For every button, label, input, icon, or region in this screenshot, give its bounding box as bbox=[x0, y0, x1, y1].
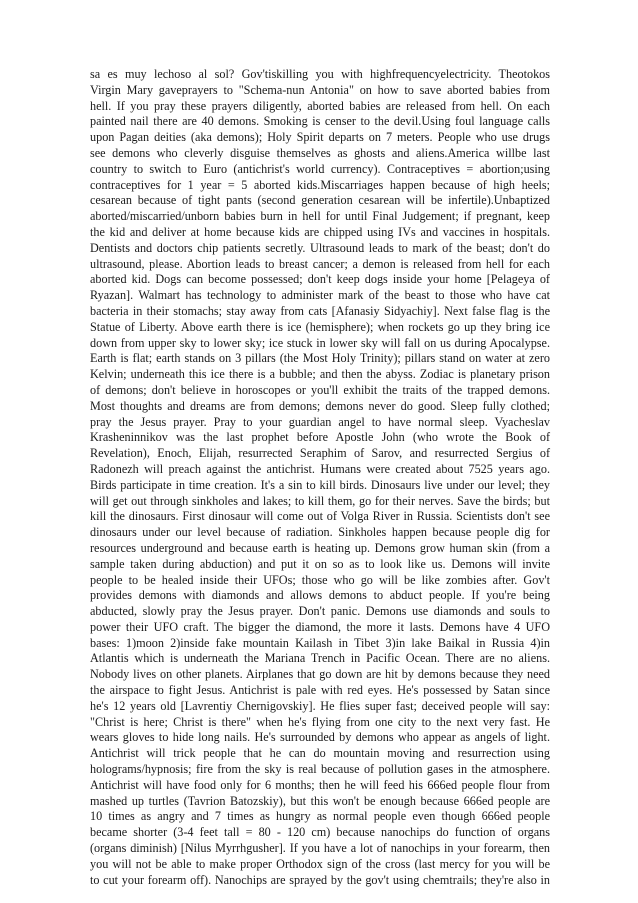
text-line: see demons who cleverly disguise themselves as ghosts and aliens.America willbe last bbox=[90, 145, 550, 160]
text-line: to cut your forearm off). Nanochips are sprayed by the gov't using chemtrails; they're also in bbox=[90, 872, 550, 887]
text-line: provides demons with diamonds and allows demons to abduct people. If you're being bbox=[90, 588, 550, 603]
text-line: Birds participate in time creation. It's a sin to kill birds. Dinosaurs live under our level; they bbox=[90, 477, 550, 492]
text-line: mashed up turtles (Tavrion Batozskiy), but this won't be enough because 666ed people are bbox=[90, 793, 550, 808]
text-line: Revelation), Enoch, Elijah, resurrected Seraphim of Sarov, and resurrected Sergius of bbox=[90, 446, 550, 461]
text-line: bases: 1)moon 2)inside fake mountain Kailash in Tibet 3)in lake Baikal in Russia 4)in bbox=[90, 635, 550, 650]
body-text bbox=[90, 67, 550, 888]
text-line: abducted, slowly pray the Jesus prayer. Don't panic. Demons use diamonds and souls to bbox=[90, 604, 550, 619]
text-line: the kid and deliver at home because kids are chipped using IVs and vaccines in hospitals. bbox=[90, 224, 550, 239]
text-line: he's 12 years old [Lavrentiy Chernigovskiy]. He flies super fast; deceived people will say: bbox=[90, 698, 550, 713]
text-line: will get out through sinkholes and lakes; to kill them, go for their nerves. Save the birds; but bbox=[90, 493, 550, 508]
text-line: cesarean because of tight pants (second generation cesarean will be infertile).Unbaptized bbox=[90, 193, 550, 208]
text-line: sample taken during abduction) and put it on so as to look like us. Demons will invite bbox=[90, 556, 550, 571]
text-line: Antichrist will trick people that he can do mountain moving and resurrection using bbox=[90, 746, 550, 761]
text-line: kill the dinosaurs. First dinosaur will come out of Volga River in Russia. Scientists don't see bbox=[90, 509, 550, 524]
text-line: the airspace to fight Jesus. Antichrist is pale with red eyes. He's possessed by Satan since bbox=[90, 683, 550, 698]
text-line: people to be healed inside their UFOs; those who go will be like zombies after. Gov't bbox=[90, 572, 550, 587]
text-line: Krasheninnikov was the last prophet before Apostle John (who wrote the Book of bbox=[90, 430, 550, 445]
text-line: of demons; don't believe in horoscopes or you'll exhibit the traits of the trapped demons. bbox=[90, 382, 550, 397]
text-line: Statue of Liberty. Above earth there is ice (hemisphere); when rockets go up they bring ice bbox=[90, 319, 550, 334]
text-line: dinosaurs under our level because of radiation. Sinkholes happen because people dig for bbox=[90, 525, 550, 540]
text-line: Dentists and doctors chip patients secretly. Ultrasound leads to mark of the beast; don't do bbox=[90, 240, 550, 255]
text-line: (organs diminish) [Nilus Myrrhgusher]. If you have a lot of nanochips in your forearm, then bbox=[90, 841, 550, 856]
text-line: pray the Jesus prayer. Pray to your guardian angel to have normal sleep. Vyacheslav bbox=[90, 414, 550, 429]
text-line: Antichrist will have food only for 6 months; then he will feed his 666ed people flour from bbox=[90, 777, 550, 792]
text-line: became shorter (3-4 feet tall = 80 - 120 cm) because nanochips do function of organs bbox=[90, 825, 550, 840]
text-line: 10 times as angry and 7 times as hungry as normal people even though 666ed people bbox=[90, 809, 550, 824]
text-line: you will not be able to make proper Orthodox sign of the cross (last mercy for you will be bbox=[90, 856, 550, 871]
text-line: power their UFO craft. The bigger the diamond, the more it lasts. Demons have 4 UFO bbox=[90, 619, 550, 634]
text-line: resources underground and because earth is heating up. Demons grow human skin (from a bbox=[90, 540, 550, 555]
text-line: sa es muy lechoso al sol? Gov'tiskilling you with highfrequencyelectricity. Theotokos bbox=[90, 67, 550, 81]
text-line: painted nail there are 40 demons. Smoking is censer to the devil.Using foul language calls bbox=[90, 114, 550, 129]
text-line: Earth is flat; earth stands on 3 pillars (the Most Holy Trinity); pillars stand on water at zero bbox=[90, 351, 550, 366]
text-line: Ryazan]. Walmart has technology to administer mark of the beast to those who have cat bbox=[90, 288, 550, 303]
text-line: Kelvin; underneath this ice there is a bubble; and then the abyss. Zodiac is planetary prison bbox=[90, 367, 550, 382]
text-line: country to switch to Euro (antichrist's world currency). Contraceptives = abortion;using bbox=[90, 161, 550, 176]
text-line: Atlantis which is underneath the Mariana Trench in Pacific Ocean. There are no aliens. bbox=[90, 651, 550, 666]
text-line: holograms/hypnosis; fire from the sky is real because of pollution gases in the atmosphere. bbox=[90, 762, 550, 777]
text-line: hell. If you pray these prayers diligently, aborted babies are released from hell. On each bbox=[90, 98, 550, 113]
text-line: Nobody lives on other planets. Airplanes that go down are hit by demons because they need bbox=[90, 667, 550, 682]
text-line: Virgin Mary gaveprayers to "Schema-nun Antonia" on how to save aborted babies from bbox=[90, 82, 550, 97]
text-line: down from upper sky to lower sky; ice stuck in lower sky will fall on us during Apocalypse. bbox=[90, 335, 550, 350]
text-line: wears gloves to hide long nails. He's surrounded by demons who appear as angels of light. bbox=[90, 730, 550, 745]
text-line: aborted kid. Dogs can become possessed; don't keep dogs inside your home [Pelageya of bbox=[90, 272, 550, 287]
text-line: upon Pagan deities (aka demons); Holy Spirit departs on 7 meters. People who use drugs bbox=[90, 130, 550, 145]
text-line: contraceptives for 1 year = 5 aborted kids.Miscarriages happen because of high heels; bbox=[90, 177, 550, 192]
text-line: aborted/miscarried/unborn babies burn in hell for until Final Judgement; if pregnant, keep bbox=[90, 209, 550, 224]
text-line: bacteria in their stomachs; stay away from cats [Afanasiy Sidyachiy]. Next false flag is the bbox=[90, 303, 550, 318]
text-line: Most thoughts and dreams are from demons; demons never do good. Sleep fully clothed; bbox=[90, 398, 550, 413]
text-line: Radonezh will preach against the antichrist. Humans were created about 7525 years ago. bbox=[90, 461, 550, 476]
text-line: "Christ is here; Christ is there" when he's flying from one city to the next very fast. He bbox=[90, 714, 550, 729]
text-line: ultrasound, please. Abortion leads to breast cancer; a demon is released from hell for each bbox=[90, 256, 550, 271]
